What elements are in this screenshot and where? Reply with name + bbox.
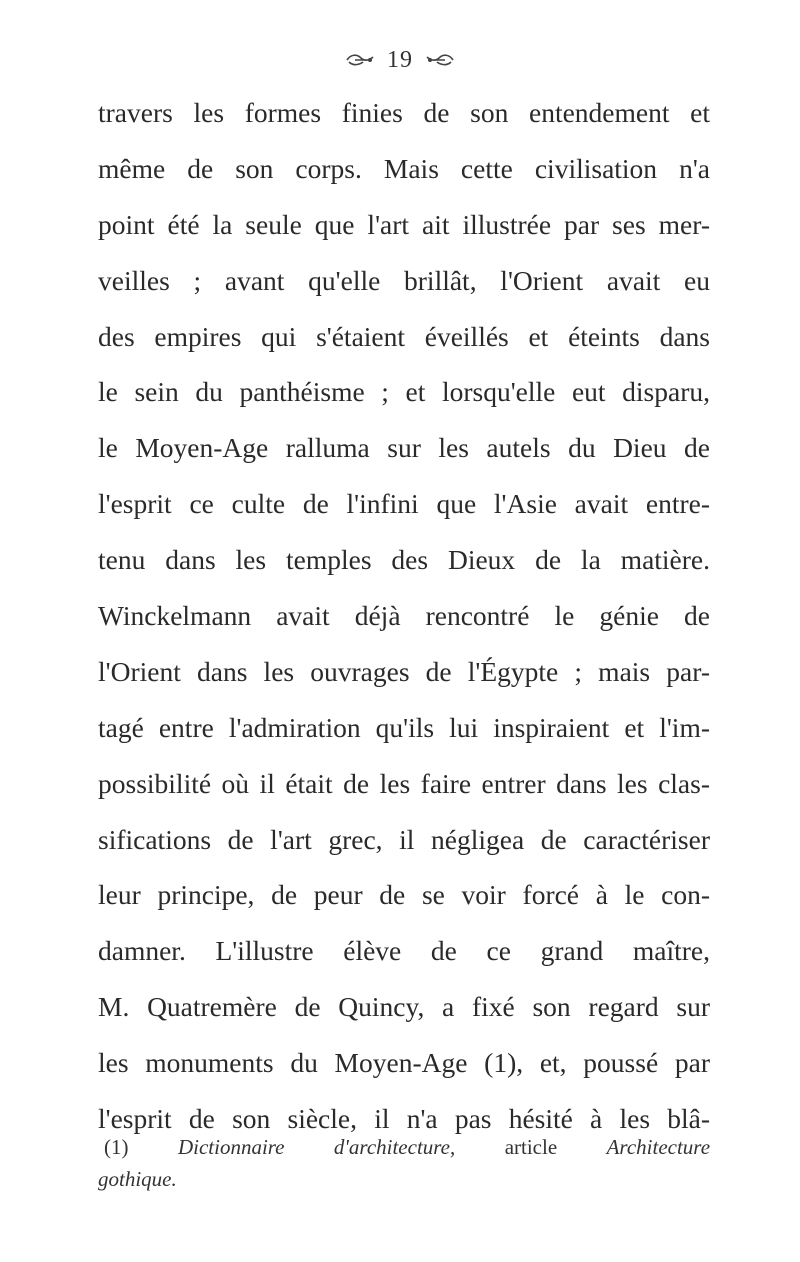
- footnote-subject: Architecture: [606, 1135, 711, 1159]
- main-text: [98, 85, 710, 1147]
- footnote-marker: (1): [104, 1135, 129, 1159]
- text-line: tenu dans les temples des Dieux de la matière.: [98, 544, 710, 576]
- text-line: même de son corps. Mais cette civilisation n'a: [98, 152, 710, 184]
- text-line: les monuments du Moyen-Age (1), et, poussé par: [98, 1047, 710, 1079]
- footnote-subject-continuation: gothique.: [98, 1167, 177, 1191]
- text-line: point été la seule que l'art ait illustrée par ses mer-: [98, 208, 710, 240]
- text-line: des empires qui s'étaient éveillés et éteints dans: [98, 320, 710, 352]
- text-line: Winckelmann avait déjà rencontré le génie de: [98, 600, 710, 632]
- text-line: sifications de l'art grec, il négligea de caractériser: [98, 823, 710, 855]
- text-line: tagé entre l'admiration qu'ils lui inspiraient et l'im-: [98, 711, 710, 743]
- text-line: possibilité où il était de les faire entrer dans les clas-: [98, 767, 710, 799]
- footnote-line: [98, 1131, 710, 1163]
- fleuron-left-icon: [345, 52, 375, 68]
- text-line: l'Orient dans les ouvrages de l'Égypte ; mais par-: [98, 655, 710, 687]
- fleuron-right-icon: [425, 52, 455, 68]
- text-line: damner. L'illustre élève de ce grand maître,: [98, 935, 710, 967]
- text-line: le Moyen-Age ralluma sur les autels du Dieu de: [98, 432, 710, 464]
- footnote-middle: , article: [450, 1135, 558, 1159]
- text-line: leur principe, de peur de se voir forcé à le con-: [98, 879, 710, 911]
- page-header: [0, 40, 800, 80]
- text-line: le sein du panthéisme ; et lorsqu'elle eut disparu,: [98, 376, 710, 408]
- text-line: M. Quatremère de Quincy, a fixé son regard sur: [98, 991, 710, 1023]
- text-line: l'esprit ce culte de l'infini que l'Asie avait entre-: [98, 488, 710, 520]
- footnote-title: Dictionnaire d'architecture: [177, 1135, 450, 1159]
- page-number: 19: [387, 46, 413, 73]
- text-line: l'esprit de son siècle, il n'a pas hésité à les blâ-: [98, 1103, 710, 1135]
- text-line: veilles ; avant qu'elle brillât, l'Orient avait eu: [98, 264, 710, 296]
- footnote: [98, 1131, 710, 1195]
- text-line: travers les formes finies de son entendement et: [98, 97, 710, 128]
